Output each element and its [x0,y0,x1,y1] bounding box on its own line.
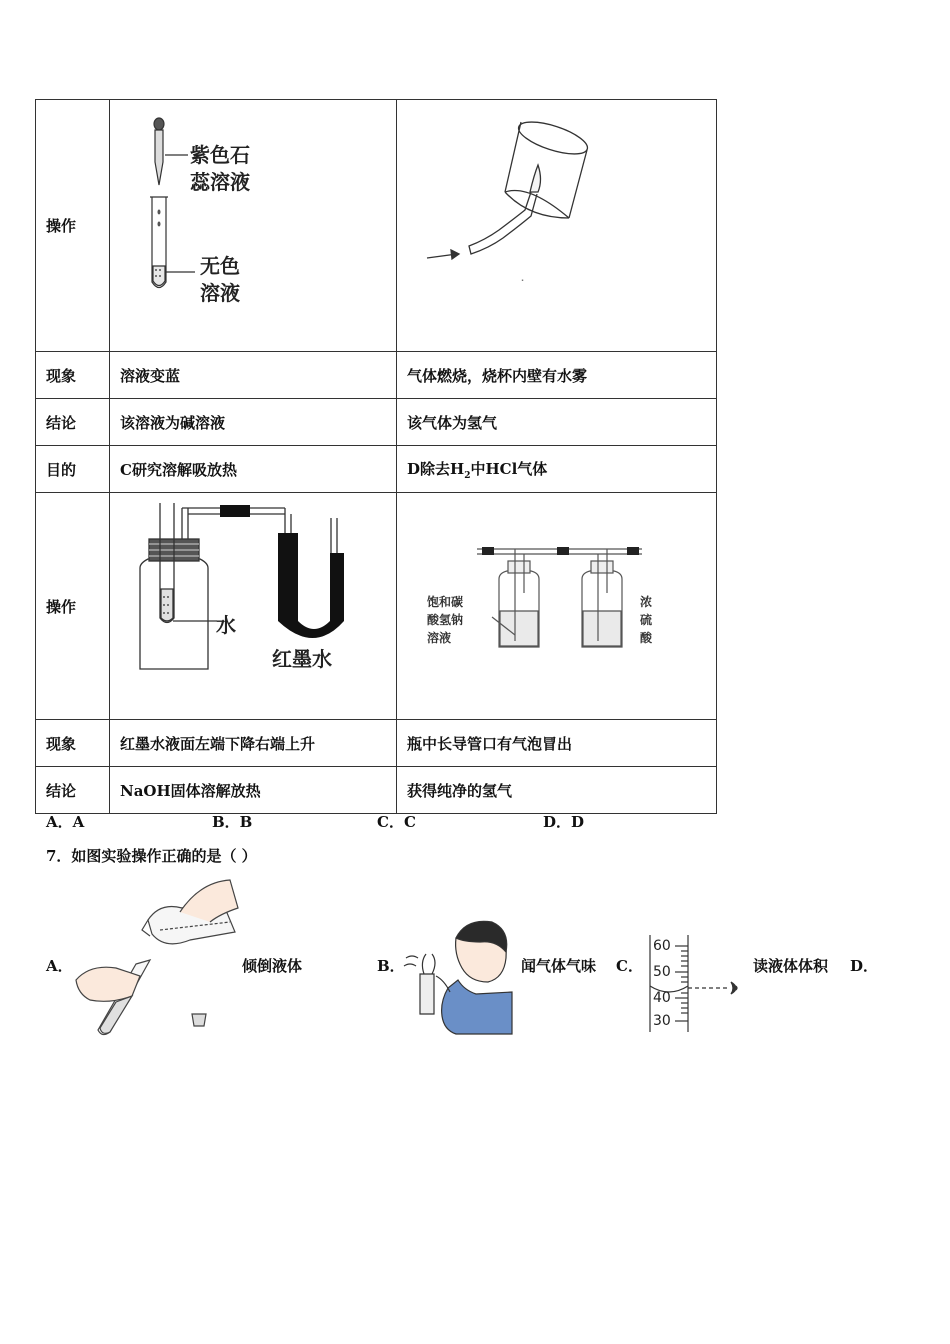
cylinder-tick-60: 60 [653,938,671,954]
row-label: 现象 [36,720,110,767]
acid-label-2: 硫 [640,613,653,627]
experiment-table [35,99,717,814]
answer-option-b[interactable]: B．B [212,813,253,831]
answer-option-c[interactable]: C．C [377,813,416,831]
row-cell: 该溶液为碱溶液 [110,399,397,446]
q7-option-d-label[interactable]: D． [850,957,879,975]
cell-gas-burning-figure [397,100,717,352]
cylinder-reading-figure [645,932,750,1036]
row-cell: 瓶中长导管口有气泡冒出 [397,720,717,767]
row-cell: NaOH固体溶解放热 [110,767,397,814]
remove-h2-pre: D除去H [407,459,465,478]
pouring-liquid-figure [70,872,240,1037]
cell-litmus-figure [110,100,397,352]
row-label: 操作 [36,493,110,720]
colorless-label-2: 溶液 [200,281,240,305]
row-cell: 溶液变蓝 [110,352,397,399]
water-label: 水 [216,613,236,637]
q7-option-c-text: 读液体体积 [753,957,829,975]
q7-option-b-text: 闻气体气味 [521,957,597,975]
q7-option-b-label[interactable]: B． [377,957,405,975]
row-label: 目的 [36,446,110,493]
svg-text:·: · [521,276,525,285]
gas-washing-figure [397,493,717,715]
row-label: 结论 [36,399,110,446]
cell-gas-washing-figure [397,493,717,720]
row-cell: C研究溶解吸放热 [110,446,397,493]
litmus-figure [110,100,397,347]
bicarb-label-2: 酸氢钠 [427,613,464,627]
bicarb-label-1: 饱和碳 [427,595,464,609]
row-cell [397,446,717,493]
acid-label-3: 酸 [640,631,653,645]
cylinder-tick-50: 50 [653,964,671,980]
answer-option-d[interactable]: D．D [543,813,585,831]
row-label: 现象 [36,352,110,399]
smelling-gas-figure [400,918,518,1036]
row-cell: 红墨水液面左端下降右端上升 [110,720,397,767]
q7-option-a-label[interactable]: A． [46,957,73,975]
row-cell: 气体燃烧，烧杯内壁有水雾 [397,352,717,399]
remove-h2-post: 中HCl气体 [470,459,548,478]
answer-option-a[interactable]: A．A [46,813,85,831]
litmus-label-2: 蕊溶液 [190,170,250,194]
litmus-label-1: 紫色石 [190,143,250,167]
gas-burning-figure [397,100,717,347]
cylinder-tick-40: 40 [653,990,671,1006]
q7-option-a-text: 倾倒液体 [242,957,303,975]
cylinder-tick-30: 30 [653,1013,671,1029]
row-cell: 获得纯净的氢气 [397,767,717,814]
acid-label-1: 浓 [640,595,653,609]
colorless-label-1: 无色 [200,254,240,278]
question-7-stem: 7．如图实验操作正确的是（ ） [46,847,257,865]
bicarb-label-3: 溶液 [427,631,452,645]
cell-dissolution-figure [110,493,397,720]
q7-option-c-label[interactable]: C． [616,957,643,975]
red-ink-label: 红墨水 [272,647,332,671]
row-label: 操作 [36,100,110,352]
dissolution-figure [110,493,397,715]
h2-subscript: 2 [464,470,471,481]
row-label: 结论 [36,767,110,814]
row-cell: 该气体为氢气 [397,399,717,446]
